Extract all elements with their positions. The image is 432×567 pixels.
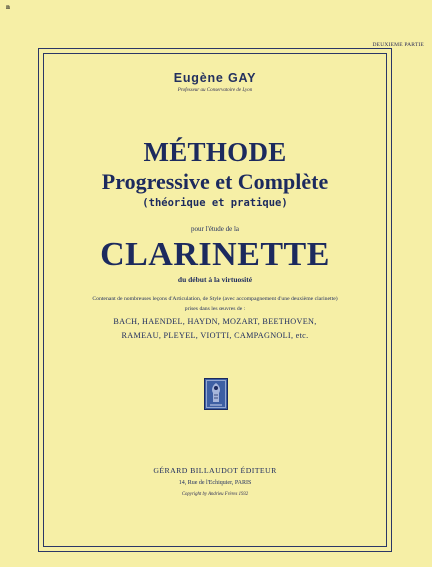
copyright-notice: Copyright by Andrieu Frères 1932 [181,492,249,497]
publisher-emblem-icon [204,378,228,410]
contents-description: Contenant de nombreuses leçons d'Articulation, de Style (avec accompagnement d'une deuxième clarinette) [92,296,338,302]
publisher-address: 14, Rue de l'Echiquier, PARIS [178,480,252,486]
part-label: DEUXIEME PARTIE [372,42,424,48]
title-theory-practice: (théorique et pratique) [142,197,288,209]
subtitle-virtuosity: du début à la virtuosité [177,275,253,284]
title-method: MÉTHODE [143,137,287,167]
instrument-title: CLARINETTE [100,236,330,273]
author-name: Eugène GAY [173,71,257,85]
for-study-text: pour l'étude de la [190,225,240,233]
contents-source-intro: prises dans les œuvres de : [184,306,246,312]
composers-line-1: BACH, HAENDEL, HAYDN, MOZART, BEETHOVEN, [113,317,317,326]
author-title: Professeur au Conservatoire de Lyon [177,88,253,93]
title-content [43,53,387,547]
title-progressive: Progressive et Complète [101,169,329,194]
publisher-name: GÉRARD BILLAUDOT ÉDITEUR [153,466,277,475]
composers-line-2: RAMEAU, PLEYEL, VIOTTI, CAMPAGNOLI, etc. [121,331,309,340]
corner-mark: n [6,3,10,11]
